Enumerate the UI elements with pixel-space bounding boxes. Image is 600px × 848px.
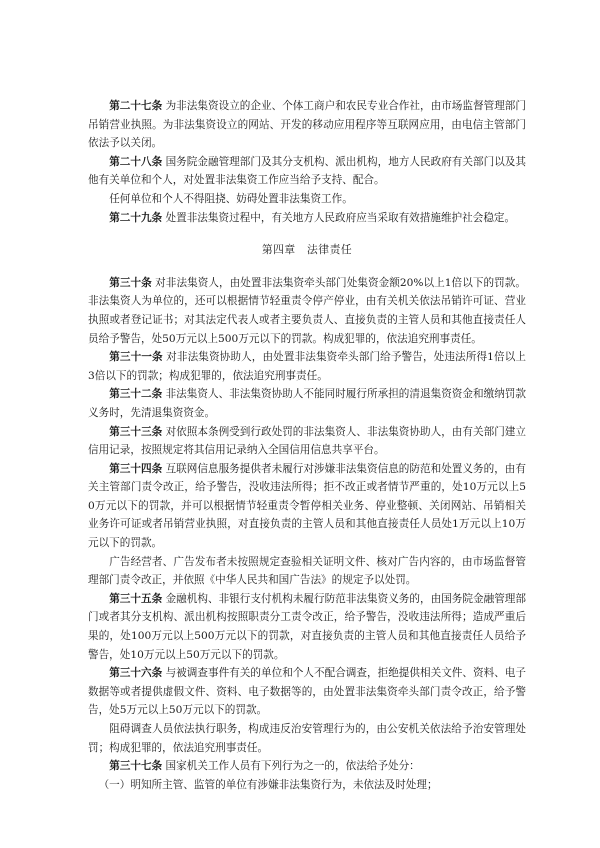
- article-32: [88, 385, 526, 422]
- article-label: 第二十九条: [109, 211, 163, 224]
- article-label: 第三十六条: [109, 667, 163, 680]
- article-30: [88, 274, 526, 348]
- article-text: 对依照本条例受到行政处罚的非法集资人、非法集资协助人，由有关部门建立信用记录，按照规定将其信用记录纳入全国信用信息共享平台。: [88, 425, 527, 457]
- article-text: 国务院金融管理部门及其分支机构、派出机构，地方人民政府有关部门以及其他有关单位和个人，对处置非法集资工作应当给予支持、配合。: [88, 155, 527, 187]
- article-text: 对非法集资人，由处置非法集资牵头部门处集资金额20%以上1倍以下的罚款。非法集资人为单位的，还可以根据情节轻重责令停产停业，由有关机关依法吊销许可证、营业执照或者登记证书；对其法定代表人或者主要负责人、直接负责的主管人员和其他直接责任人员给予警告，处50万元以上500万元以下的罚款。构成犯罪的，依法追究刑事责任。: [88, 276, 526, 345]
- article-35: [88, 590, 526, 664]
- article-28-paragraph-2: 任何单位和个人不得阻挠、妨碍处置非法集资工作。: [109, 192, 353, 205]
- article-label: 第三十五条: [109, 592, 163, 605]
- article-label: 第三十一条: [109, 351, 163, 364]
- article-29: [88, 209, 526, 228]
- article-28: [88, 153, 526, 190]
- document-page: [88, 97, 526, 794]
- article-label: 第三十条: [109, 276, 152, 289]
- article-text: 与被调查事件有关的单位和个人不配合调查，拒绝提供相关文件、资料、电子数据等或者提供虚假文件、资料、电子数据等的，由处置非法集资牵头部门责令改正，给予警告，处5万元以上50万元以下的罚款。: [88, 667, 527, 717]
- article-label: 第三十三条: [109, 425, 163, 438]
- article-text: 国家机关工作人员有下列行为之一的，依法给予处分：: [165, 760, 420, 773]
- article-text: 金融机构、非银行支付机构未履行防范非法集资义务的，由国务院金融管理部门或者其分支机构、派出机构按照职责分工责令改正，给予警告，没收违法所得；造成严重后果的，处100万元以上500万元以下的罚款，对直接负责的主管人员和其他直接责任人员给予警告，处10万元以上50万元以下的罚款。: [88, 592, 527, 661]
- article-label: 第三十七条: [109, 760, 163, 773]
- article-label: 第二十七条: [109, 100, 163, 112]
- article-text: 对非法集资协助人，由处置非法集资牵头部门给予警告，处违法所得1倍以上3倍以下的罚款；构成犯罪的，依法追究刑事责任。: [88, 351, 526, 382]
- chapter-heading: 第四章 法律责任: [261, 243, 353, 257]
- article-text: 互联网信息服务提供者未履行对涉嫌非法集资信息的防范和处置义务的，由有关主管部门责令改正，给予警告，没收违法所得；拒不改正或者情节严重的，处10万元以上50万元以下的罚款，并可以根据情节轻重责令暂停相关业务、停业整顿、关闭网站、吊销相关业务许可证或者吊销营业执照，对直接负责的主管人员和其他直接责任人员处1万元以上10万元以下的罚款。: [88, 462, 527, 550]
- article-34: [88, 460, 526, 553]
- article-31: [88, 348, 526, 385]
- article-label: 第三十四条: [109, 462, 163, 475]
- article-36-paragraph-2: 阻碍调查人员依法执行职务，构成违反治安管理行为的，由公安机关依法给予治安管理处罚；构成犯罪的，依法追究刑事责任。: [88, 723, 526, 754]
- article-label: 第三十二条: [109, 388, 163, 401]
- article-37-item-1: （一）明知所主管、监管的单位有涉嫌非法集资行为，未依法及时处理；: [98, 778, 438, 791]
- article-37: [88, 757, 526, 776]
- article-text: 处置非法集资过程中，有关地方人民政府应当采取有效措施维护社会稳定。: [165, 211, 516, 224]
- article-27: [88, 97, 526, 153]
- article-33: [88, 423, 526, 460]
- article-text: 非法集资人、非法集资协助人不能同时履行所承担的清退集资资金和缴纳罚款义务时，先清退集资资金。: [88, 388, 527, 419]
- article-36: [88, 664, 526, 720]
- article-text: 为非法集资设立的企业、个体工商户和农民专业合作社，由市场监督管理部门吊销营业执照。为非法集资设立的网站、开发的移动应用程序等互联网应用，由电信主管部门依法予以关闭。: [88, 100, 527, 150]
- article-34-paragraph-2: 广告经营者、广告发布者未按照规定查验相关证明文件、核对广告内容的，由市场监督管理部门责令改正，并依照《中华人民共和国广告法》的规定予以处罚。: [88, 555, 526, 587]
- article-label: 第二十八条: [109, 155, 163, 168]
